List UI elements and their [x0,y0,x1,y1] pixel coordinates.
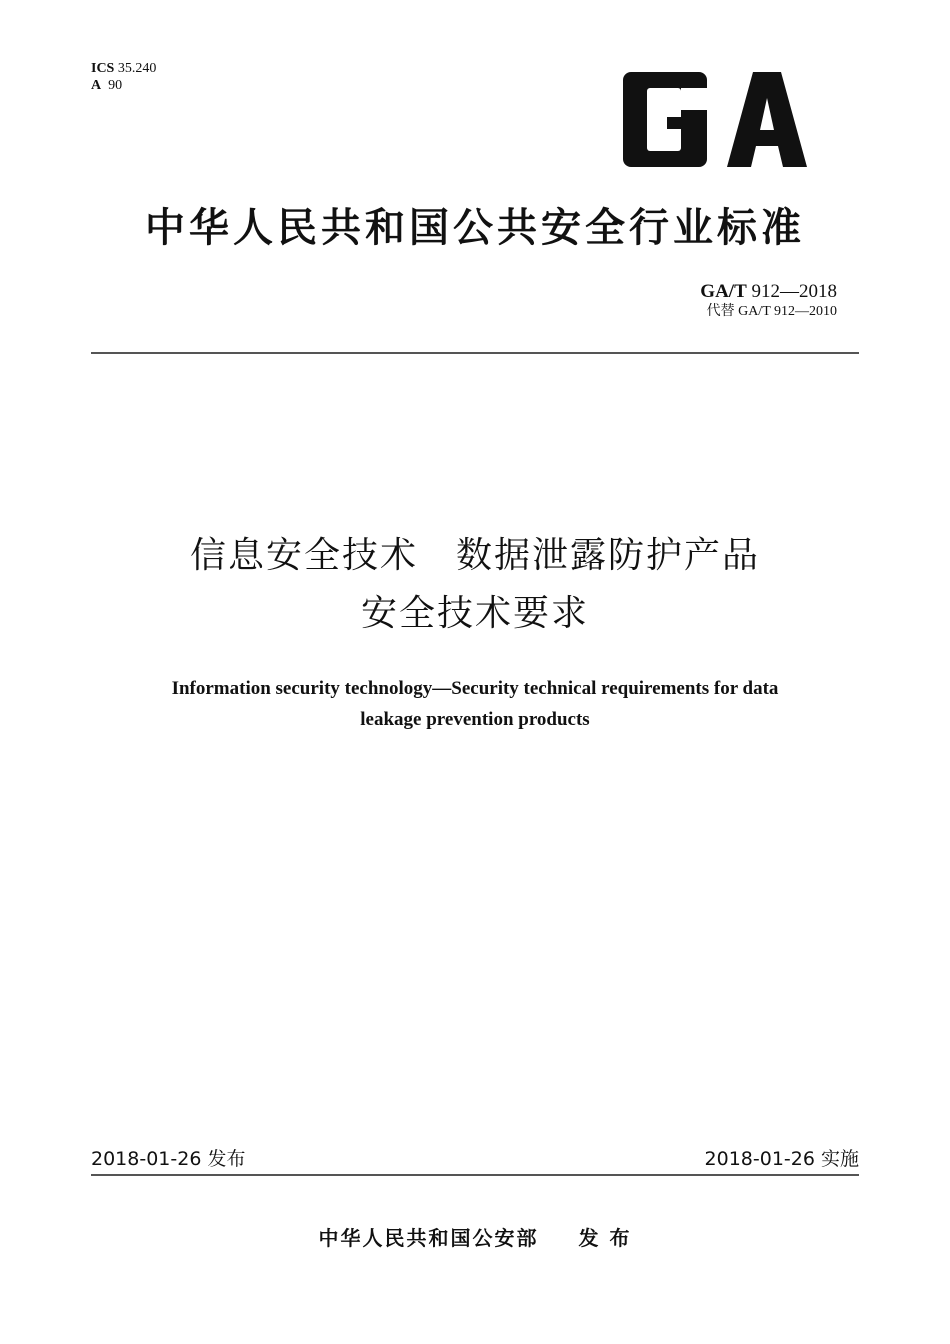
ics-label: ICS [91,61,115,76]
classification-codes [91,60,156,94]
issuer-name: 中华人民共和国公安部 [318,1226,539,1250]
replaces-note: 代替 GA/T 912—2010 [706,304,837,319]
chinese-title-line-2: 安全技术要求 [360,593,589,634]
ccs-line [91,77,156,94]
ccs-label: A [91,78,102,93]
standard-code-number: 912—2018 [751,281,837,302]
ics-line [91,60,156,77]
ga-logo [623,72,807,167]
chinese-title-line-1: 信息安全技术 数据泄露防护产品 [189,535,760,576]
standard-category-title: 中华人民共和国公共安全行业标准 [145,205,805,251]
top-divider [91,352,859,354]
ccs-value: 90 [108,78,123,93]
standard-code-prefix: GA/T [700,281,747,302]
english-title-line-2: leakage prevention products [360,709,590,730]
issuer-line [0,1222,950,1251]
issuer-action: 发 布 [578,1226,632,1250]
standard-number-block [700,281,837,321]
english-title-line-1: Information security technology—Security technical requirements for data [171,678,779,699]
standard-code [700,281,837,303]
bottom-divider [91,1174,859,1176]
implement-date: 2018-01-26 实施 [704,1148,859,1170]
publish-date: 2018-01-26 发布 [91,1148,246,1170]
ics-value: 35.240 [117,61,157,76]
